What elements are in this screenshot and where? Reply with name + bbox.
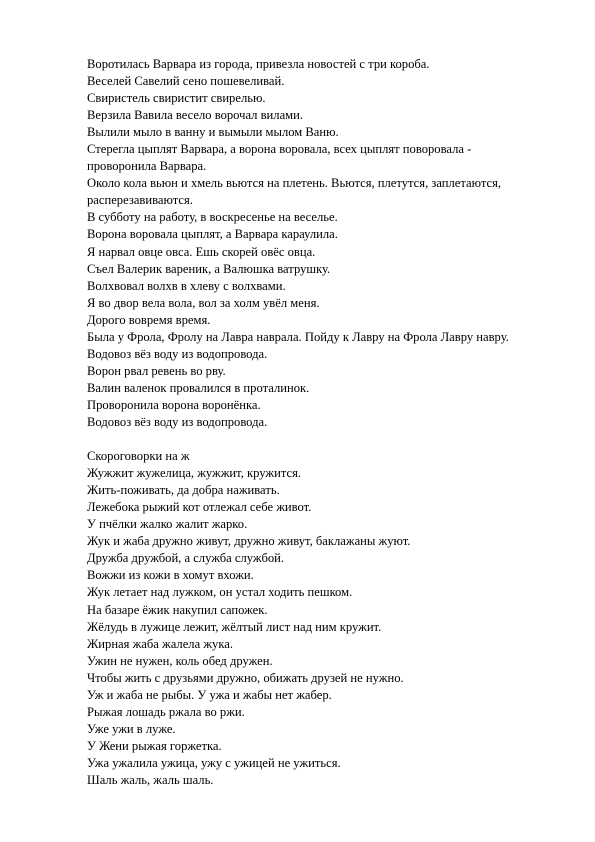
text-line: Дорого вовремя время.	[87, 312, 211, 327]
text-line: Вожжи из кожи в хомут вхожи.	[87, 568, 254, 583]
text-line: Уж и жаба не рыбы. У ужа и жабы нет жабер.	[87, 687, 332, 702]
text-line: Жить-поживать, да добра наживать.	[87, 483, 280, 498]
text-line: Я во двор вела вола, вол за холм увёл меня.	[87, 295, 320, 310]
blank-line	[87, 431, 557, 448]
section-zh-tongue-twisters	[87, 448, 557, 789]
text-line: У Жени рыжая горжетка.	[87, 738, 222, 753]
text-line: Рыжая лошадь ржала во ржи.	[87, 704, 245, 719]
text-line: Жук летает над лужком, он устал ходить пешком.	[87, 585, 353, 600]
text-line: Жук и жаба дружно живут, дружно живут, баклажаны жуют.	[87, 534, 411, 549]
text-line: Была у Фрола, Фролу на Лавра наврала. Пойду к Лавру на Фрола Лавру навру.	[87, 329, 509, 344]
text-line: Проворонила ворона воронёнка.	[87, 397, 261, 412]
text-line: Около кола вьюн и хмель вьются на плетень. Вьются, плетутся, заплетаются,	[87, 176, 502, 191]
text-line: Веселей Савелий сено пошевеливай.	[87, 74, 285, 89]
text-line: Ворон рвал ревень во рву.	[87, 363, 226, 378]
section-v-tongue-twisters	[87, 56, 557, 431]
text-line: Я нарвал овце овса. Ешь скорей овёс овца.	[87, 244, 316, 259]
text-line: Жёлудь в лужице лежит, жёлтый лист над ним кружит.	[87, 619, 382, 634]
text-line: Свиристель свиристит свирелью.	[87, 91, 266, 106]
text-line: Дружба дружбой, а служба службой.	[87, 551, 285, 566]
text-line: Уже ужи в луже.	[87, 721, 176, 736]
text-line: Вылили мыло в ванну и вымыли мылом Ваню.	[87, 125, 339, 140]
text-line: Съел Валерик вареник, а Валюшка ватрушку.	[87, 261, 331, 276]
text-line: Ужин не нужен, коль обед дружен.	[87, 653, 273, 668]
text-line: Лежебока рыжий кот отлежал себе живот.	[87, 500, 312, 515]
text-line: проворонила Варвара.	[87, 159, 207, 174]
text-line: Водовоз вёз воду из водопровода.	[87, 346, 268, 361]
tongue-twisters-text	[87, 56, 557, 789]
text-line: Водовоз вёз воду из водопровода.	[87, 414, 268, 429]
text-line: В субботу на работу, в воскресенье на веселье.	[87, 210, 338, 225]
text-line: Валин валенок провалился в проталинок.	[87, 380, 310, 395]
text-line: Ворона воровала цыплят, а Варвара караулила.	[87, 227, 338, 242]
text-line: Жирная жаба жалела жука.	[87, 636, 233, 651]
text-line: Воротилась Варвара из города, привезла новостей с три короба.	[87, 57, 430, 71]
text-line: Ужа ужалила ужица, ужу с ужицей не ужиться.	[87, 755, 341, 770]
section-heading: Скороговорки на ж	[87, 449, 190, 464]
text-line: Верзила Вавила весело ворочал вилами.	[87, 108, 304, 123]
text-line: Стерегла цыплят Варвара, а ворона воровала, всех цыплят поворовала -	[87, 142, 472, 157]
text-line: Жужжит жужелица, жужжит, кружится.	[87, 466, 302, 481]
text-line: Шаль жаль, жаль шаль.	[87, 772, 214, 787]
text-line: Волхвовал волхв в хлеву с волхвами.	[87, 278, 286, 293]
text-line: расперезавиваются.	[87, 193, 193, 208]
text-line: На базаре ёжик накупил сапожек.	[87, 602, 268, 617]
text-line: У пчёлки жалко жалит жарко.	[87, 517, 248, 532]
text-line: Чтобы жить с друзьями дружно, обижать друзей не нужно.	[87, 670, 404, 685]
